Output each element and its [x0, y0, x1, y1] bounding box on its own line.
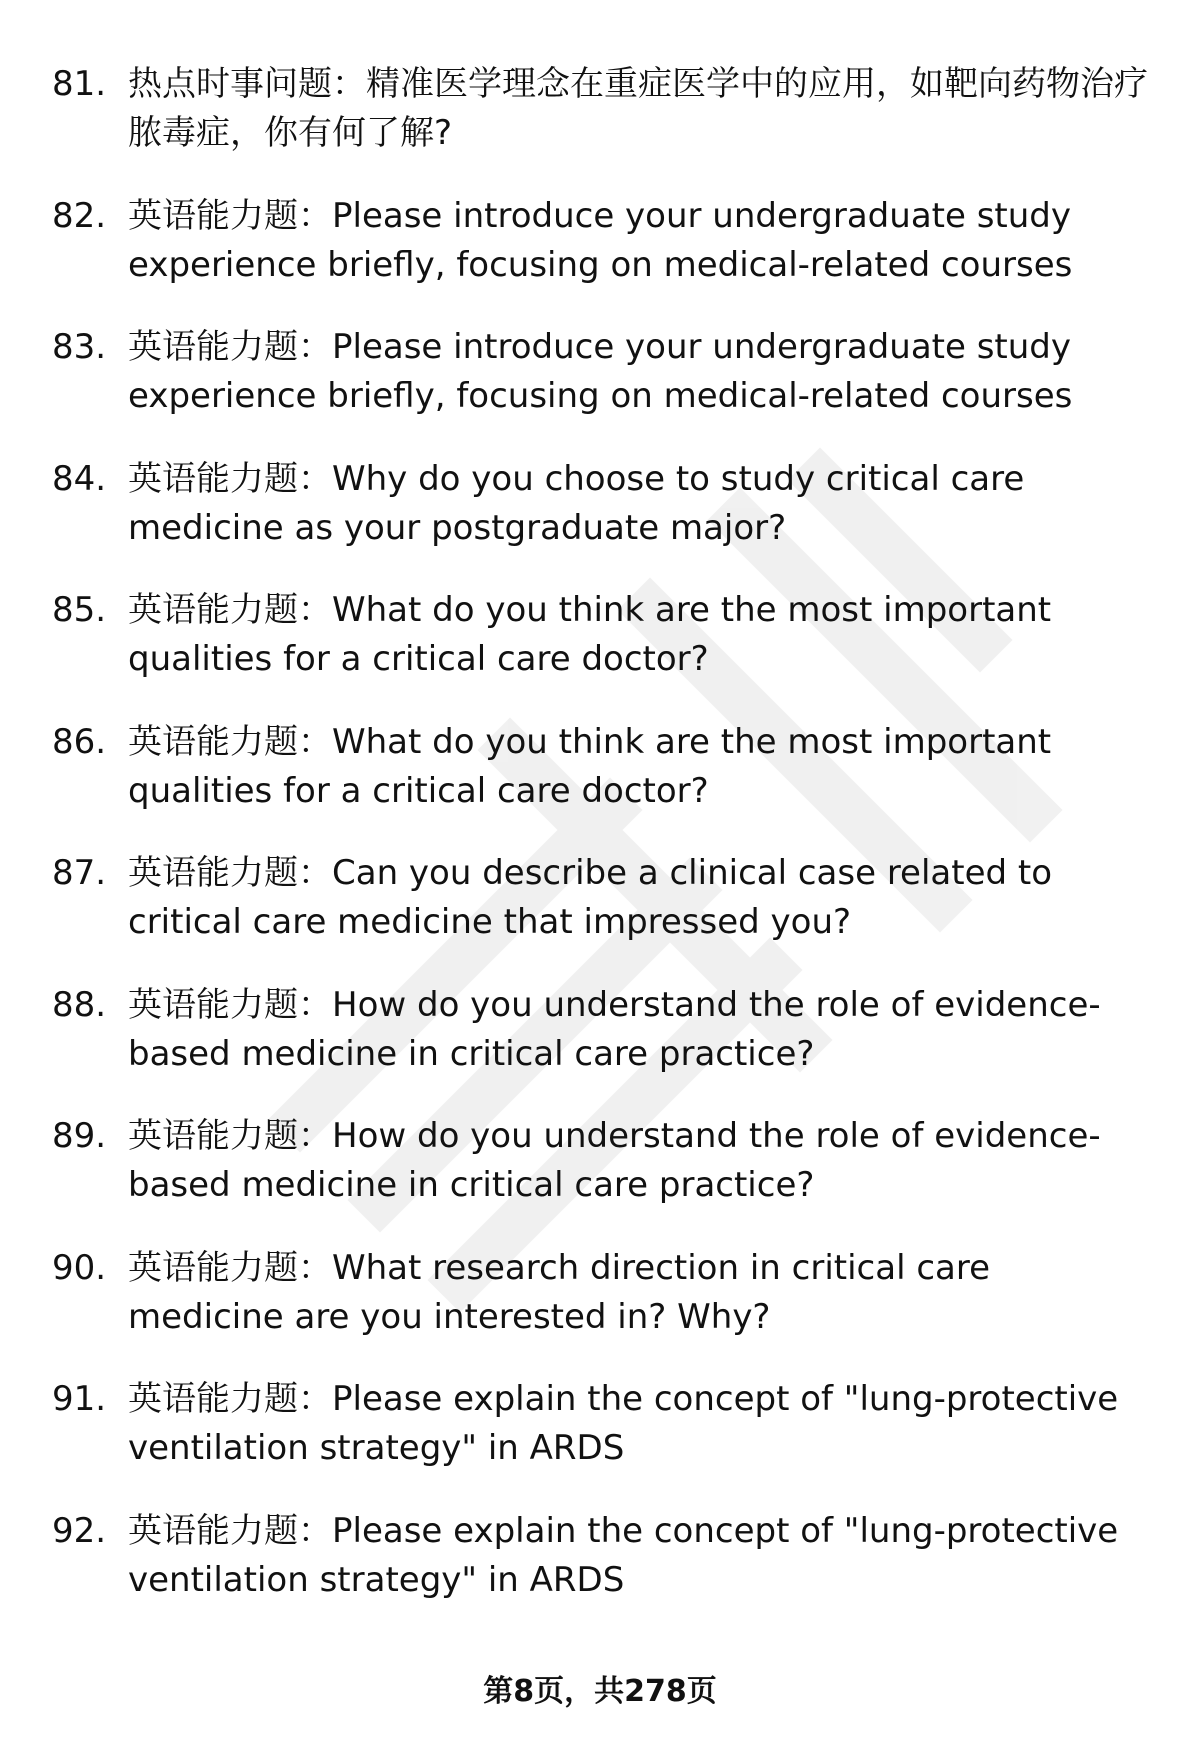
question-item-88: [0, 981, 1200, 1113]
question-number: 82.: [52, 195, 107, 236]
question-item-91: [0, 1375, 1200, 1507]
question-number: 91.: [52, 1379, 107, 1419]
question-item-87: [0, 849, 1200, 981]
question-number: 88.: [52, 984, 107, 1025]
page-number-footer: 第8页，共278页: [483, 1674, 717, 1709]
question-number: 92.: [52, 1510, 107, 1551]
question-text: 英语能力题：What do you think are the most important qualities for a critical care doctor?: [128, 590, 1052, 679]
question-number: 81.: [52, 64, 107, 104]
question-text: 热点时事问题：精准医学理念在重症医学中的应用，如靶向药物治疗脓毒症，你有何了解?: [128, 64, 1148, 153]
question-text: 英语能力题：Please introduce your undergraduate study experience briefly, focusing on medical-related courses: [128, 327, 1073, 416]
question-text: 英语能力题：How do you understand the role of evidence-based medicine in critical care practice?: [128, 1116, 1101, 1205]
question-item-81: [0, 60, 1200, 192]
question-text: 英语能力题：Please introduce your undergraduate study experience briefly, focusing on medical-related courses: [128, 195, 1073, 285]
question-item-82: [0, 192, 1200, 324]
question-number: 85.: [52, 590, 107, 630]
question-list: [0, 60, 1200, 1638]
question-text: 英语能力题：Why do you choose to study critical care medicine as your postgraduate major?: [128, 458, 1025, 548]
question-item-92: [0, 1507, 1200, 1639]
question-text: 英语能力题：How do you understand the role of evidence-based medicine in critical care practice?: [128, 984, 1101, 1074]
question-number: 87.: [52, 853, 107, 893]
question-number: 89.: [52, 1116, 107, 1156]
question-number: 86.: [52, 721, 107, 762]
question-item-89: [0, 1112, 1200, 1244]
question-number: 84.: [52, 458, 107, 499]
question-text: 英语能力题：Please explain the concept of "lung-protective ventilation strategy" in ARDS: [128, 1379, 1119, 1468]
question-item-85: [0, 586, 1200, 718]
question-text: 英语能力题：Can you describe a clinical case related to critical care medicine that impressed you?: [128, 853, 1053, 942]
question-number: 90.: [52, 1247, 107, 1288]
question-item-90: [0, 1244, 1200, 1376]
question-text: 英语能力题：What do you think are the most important qualities for a critical care doctor?: [128, 721, 1052, 811]
question-number: 83.: [52, 327, 107, 367]
question-text: 英语能力题：What research direction in critical care medicine are you interested in? Why?: [128, 1247, 991, 1337]
question-item-86: [0, 718, 1200, 850]
question-item-83: [0, 323, 1200, 455]
question-item-84: [0, 455, 1200, 587]
question-text: 英语能力题：Please explain the concept of "lung-protective ventilation strategy" in ARDS: [128, 1510, 1119, 1600]
